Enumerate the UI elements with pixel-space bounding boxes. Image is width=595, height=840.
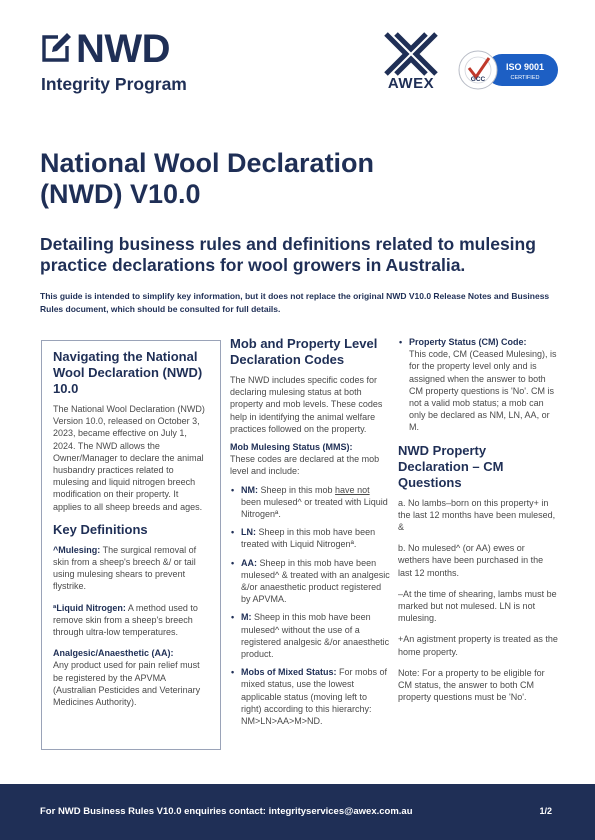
mms-label: Mob Mulesing Status (MMS):: [230, 442, 353, 453]
definition-aa-text: Any product used for pain relief must be registered by the APVMA (Australian Pesticides and Veterinary Medicines Authority).: [53, 660, 201, 708]
page-number: 1/2: [539, 806, 552, 816]
definition-mulesing: [53, 544, 209, 593]
navigating-body: The National Wool Declaration (NWD) Version 10.0, released on October 3, 2023, became effective on July 1, 2024. The NWD allows the Owner/Manager to declare the animal husbandry practices related to mulesing and liquid nitrogen breech modification on their property. It applies to all sheep breeds and ages.: [53, 404, 205, 512]
footer-contact: For NWD Business Rules V10.0 enquiries contact: integrityservices@awex.com.au: [40, 806, 413, 817]
cm-question-a: a. No lambs–born on this property+ in the last 12 months have been mulesed, &: [398, 497, 556, 533]
title-line-2: (NWD) V10.0: [40, 179, 201, 209]
code-text: Sheep in this mob have been treated with Liquid Nitrogenª.: [241, 527, 376, 550]
footer-bar: [0, 784, 595, 840]
code-label: LN:: [241, 527, 256, 538]
cm-note-agistment: +An agistment property is treated as the home property.: [398, 634, 558, 657]
code-label: NM:: [241, 484, 258, 495]
code-text-end: been mulesed^ or treated with Liquid Nitrogenª.: [241, 496, 388, 520]
cm-question-b: b. No mulesed^ (or AA) ewes or wethers have been purchased in the last 12 months.: [398, 543, 544, 578]
logo-wordmark: NWD: [76, 27, 171, 71]
list-item: [230, 526, 390, 550]
definition-mulesing-text: The surgical removal of skin from a sheep's breech &/ or tail using mulesing shears to prevent flystrike.: [53, 544, 197, 592]
definition-ln-label: ªLiquid Nitrogen:: [53, 602, 126, 613]
page-title: [40, 148, 560, 210]
property-status-label: Property Status (CM) Code:: [409, 337, 527, 347]
cm-questions-heading: NWD Property Declaration – CM Questions: [398, 442, 504, 490]
property-status-list: [398, 336, 558, 434]
definition-mulesing-label: ^Mulesing:: [53, 544, 101, 555]
property-status-text: This code, CM (Ceased Mulesing), is for the property level only and is assigned when the answer to both CM property questions is 'No'. CM is not a valid mob status; a mob can only be declared as NM, LN, AA, or M.: [409, 349, 557, 433]
code-text: Sheep in this mob have been mulesed^ & treated with an analgesic &/or anaesthetic product registered by APVMA.: [241, 557, 390, 605]
list-item: [230, 666, 390, 727]
cm-note-eligibility: Note: For a property to be eligible for CM status, the answer to both CM property questions must be 'No'.: [398, 667, 545, 703]
mms-text: These codes are declared at the mob level and include:: [230, 454, 380, 477]
iso-certified-label: CERTIFIED: [510, 75, 540, 81]
intro-disclaimer: This guide is intended to simplify key information, but it does not replace the original NWD V10.0 Release Notes and Business Rules document, which should be consulted for full details.: [40, 291, 550, 314]
awex-label: AWEX: [387, 75, 435, 92]
edit-square-icon: [40, 32, 72, 64]
gcc-label: GCC: [470, 76, 486, 83]
page-subtitle: Detailing business rules and definitions related to mulesing practice declarations for wool growers in Australia.: [40, 234, 536, 275]
property-status-column: [398, 336, 558, 703]
declaration-codes-column: [230, 336, 390, 727]
logo-program-label: Integrity Program: [41, 74, 187, 94]
codes-body: The NWD includes specific codes for declaring mulesing status at both property and mob levels. These codes help in identifying the animal welfare practices followed on the property.: [230, 375, 383, 434]
codes-heading: Mob and Property Level Declaration Codes: [230, 336, 378, 367]
list-item: [230, 611, 390, 660]
code-text: Sheep in this mob have been mulesed^ without the use of a registered analgesic &/or anaesthetic product.: [241, 612, 390, 660]
definition-liquid-nitrogen: [53, 602, 209, 639]
navigating-box: [41, 340, 221, 750]
code-label: AA:: [241, 557, 257, 568]
code-label: M:: [241, 612, 252, 623]
code-emphasis: have not: [335, 484, 370, 495]
navigating-heading: Navigating the National Wool Declaration (NWD) 10.0: [53, 349, 203, 396]
code-label: Mobs of Mixed Status:: [241, 667, 337, 678]
iso-cert-label: ISO 9001: [505, 62, 545, 72]
title-line-1: National Wool Declaration: [40, 148, 375, 178]
nwd-logo: [40, 27, 210, 100]
awex-logo: [382, 30, 440, 94]
key-definitions-heading: Key Definitions: [53, 521, 148, 537]
cm-note-lambs: –At the time of shearing, lambs must be marked but not mulesed. LN is not mulesing.: [398, 588, 557, 624]
iso-certification-badge: [458, 50, 558, 90]
code-text: For mobs of mixed status, use the lowest applicable status (moving left to right) according to this hierarchy: NM>LN>AA>M>ND.: [241, 667, 388, 727]
list-item: [398, 336, 558, 434]
code-text: Sheep in this mob: [258, 484, 336, 495]
definition-ln-text: A method used to remove skin from a sheep's breech through ultra-low temperatures.: [53, 602, 198, 638]
definition-aa-label: Analgesic/Anaesthetic (AA):: [53, 648, 174, 659]
list-item: [230, 557, 390, 606]
list-item: [230, 484, 390, 521]
awex-x-mark-icon: [382, 30, 440, 76]
mob-status-list: [230, 484, 390, 728]
